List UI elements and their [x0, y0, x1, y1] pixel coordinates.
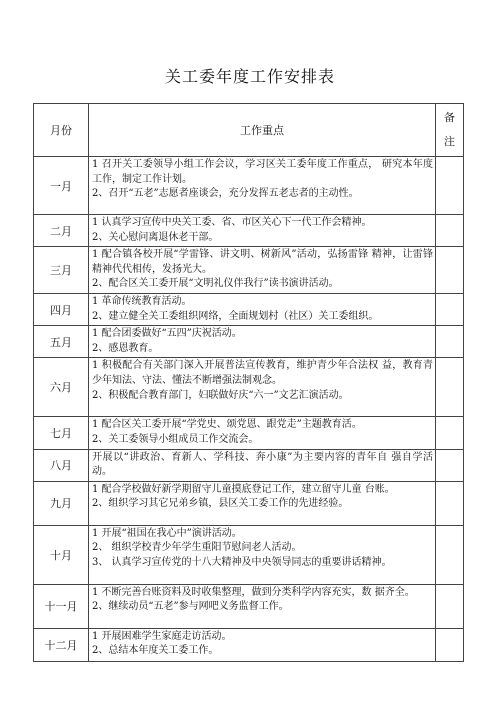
notes-cell — [436, 326, 464, 358]
work-item: 2、关心慰问离退休老干部。 — [92, 231, 219, 243]
work-cell — [89, 247, 436, 294]
notes-cell — [436, 449, 464, 481]
page-title: 关工委年度工作安排表 — [164, 67, 335, 86]
work-item: 2、总结本年度关工委工作。 — [92, 645, 219, 657]
work-item: 1 配合区关工委开展“学党史、颂党恩、跟党走”主题教育活。 — [92, 419, 362, 431]
month-cell: 八月 — [34, 449, 89, 481]
table-row — [34, 481, 464, 525]
month-cell: 三月 — [34, 247, 89, 294]
table-body — [34, 157, 464, 662]
work-item: 1 配合镇各校开展“学雷锋、讲文明、树新风”活动，弘扬雷锋 精神，让雷锋精神代代相传，发扬光大。 — [92, 249, 433, 275]
table-row — [34, 215, 464, 247]
month-cell: 四月 — [34, 293, 89, 325]
work-plan-table — [33, 103, 464, 662]
work-cell — [89, 293, 436, 325]
notes-cell — [436, 293, 464, 325]
work-item: 1 召开关工委领导小组工作会议，学习区关工委年度工作重点， 研究本年度工作，制定工作计划。 — [92, 159, 433, 185]
notes-cell — [436, 525, 464, 584]
work-item: 2、组织学习其它兄弟乡镇，县区关工委工作的先进经验。 — [92, 498, 349, 510]
month-cell: 十月 — [34, 525, 89, 584]
work-item: 1 不断完善台账资料及时收集整理，做到分类科学内容充实，数 据齐全。 — [92, 586, 415, 598]
notes-cell — [436, 628, 464, 661]
table-row — [34, 417, 464, 449]
work-item: 开展以“讲政治、育新人、学科技、奔小康”为主要内容的青年自 强自学活动。 — [92, 451, 433, 478]
header-notes — [436, 104, 464, 157]
work-cell — [89, 358, 436, 417]
table-row — [34, 247, 464, 294]
month-cell: 一月 — [34, 157, 89, 215]
work-cell — [89, 157, 436, 215]
table-row — [34, 326, 464, 358]
work-item: 1 革命传统教育活动。 — [92, 295, 192, 307]
table-row — [34, 157, 464, 215]
work-cell — [89, 215, 436, 247]
work-item: 1 配合学校做好新学期留守儿童摸底登记工作，建立留守儿童 台账。 — [92, 483, 395, 495]
work-item: 1 配合团委做好“五四”庆祝活动。 — [92, 328, 242, 340]
work-item: 1 开展“祖国在我心中”演讲活动。 — [92, 527, 242, 539]
work-cell — [89, 628, 436, 661]
month-cell: 九月 — [34, 481, 89, 525]
header-notes-line2: 注 — [444, 135, 455, 148]
work-item: 2、 组织学校青少年学生重阳节慰问老人活动。 — [92, 542, 302, 554]
work-item: 2、建立健全关工委组织网络，全面规划村（社区）关工委组织。 — [92, 310, 379, 322]
work-item: 1 开展困难学生家庭走访活动。 — [92, 630, 232, 642]
month-cell: 十一月 — [34, 584, 89, 628]
notes-cell — [436, 215, 464, 247]
work-item: 2、召开“五老”志愿者座谈会，充分发挥五老志者的主动性。 — [92, 188, 359, 200]
table-row — [34, 525, 464, 584]
notes-cell — [436, 358, 464, 417]
work-item: 2、积极配合教育部门，妇联做好庆“六一”文艺汇演活动。 — [92, 389, 349, 401]
month-cell: 十二月 — [34, 628, 89, 661]
work-item: 1 积极配合有关部门深入开展普法宣传教育，维护青少年合法权 益，教育青少年知法、守法、懂法不断增强法制观念。 — [92, 360, 433, 386]
table-row — [34, 628, 464, 661]
notes-cell — [436, 481, 464, 525]
table-row — [34, 293, 464, 325]
table-row — [34, 584, 464, 628]
work-cell — [89, 417, 436, 449]
work-item: 2、继续动员“五老”参与网吧义务监督工作。 — [92, 601, 289, 613]
notes-cell — [436, 584, 464, 628]
work-item: 2、关工委领导小组成员工作交流会。 — [92, 433, 259, 445]
month-cell: 二月 — [34, 215, 89, 247]
table-row — [34, 358, 464, 417]
header-work: 工作重点 — [89, 104, 436, 157]
header-notes-line1: 备 — [444, 111, 455, 124]
work-cell — [89, 449, 436, 481]
work-item: 1 认真学习宣传中央关工委、省、市区关心下一代工作会精神。 — [92, 217, 372, 228]
work-item: 2、配合区关工委开展“文明礼仪伴我行”读书演讲活动。 — [92, 278, 339, 290]
notes-cell — [436, 417, 464, 449]
work-item: 2、感恩教育。 — [92, 342, 159, 354]
month-cell: 七月 — [34, 417, 89, 449]
month-cell: 六月 — [34, 358, 89, 417]
work-cell — [89, 584, 436, 628]
header-month: 月份 — [34, 104, 89, 157]
work-cell — [89, 525, 436, 584]
work-cell — [89, 326, 436, 358]
table-header-row — [34, 104, 464, 157]
work-item: 3、 认真学习宣传党的十八大精神及中央领导同志的重要讲话精神。 — [92, 556, 392, 568]
table-row — [34, 449, 464, 481]
month-cell: 五月 — [34, 326, 89, 358]
work-cell — [89, 481, 436, 525]
notes-cell — [436, 247, 464, 294]
notes-cell — [436, 157, 464, 215]
